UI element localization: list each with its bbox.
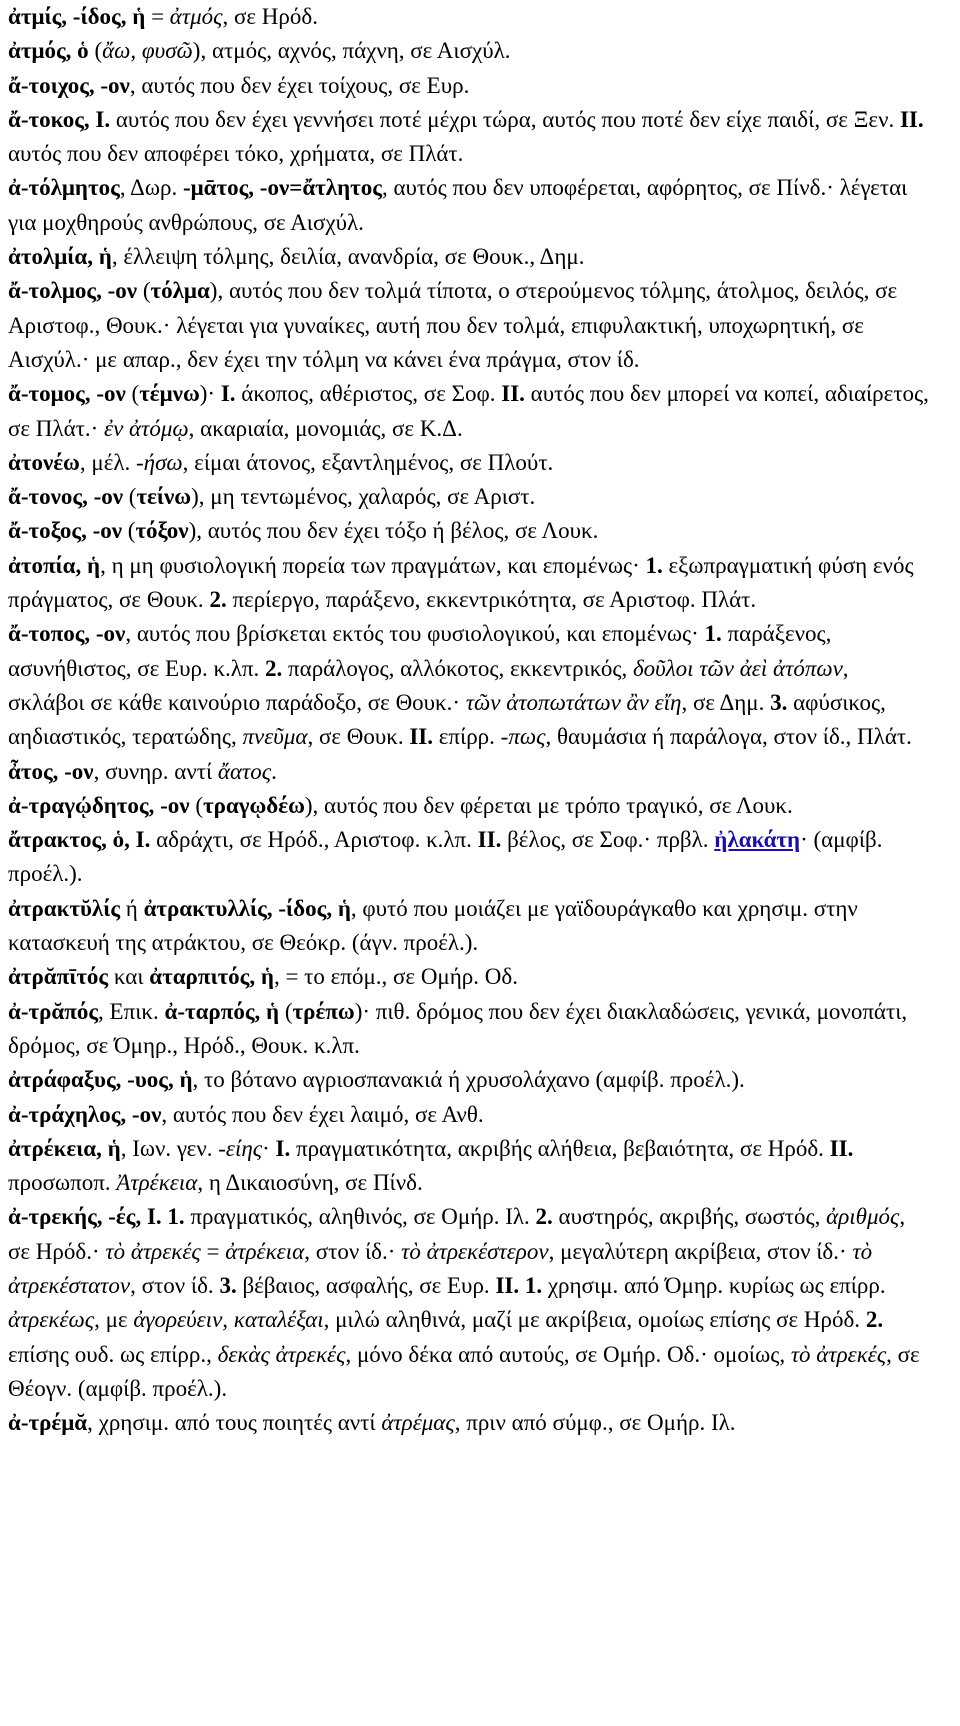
entry-text: , Δωρ. xyxy=(119,175,183,201)
entry-text: ), αυτός που δεν έχει τόξο ή βέλος, σε Λουκ. xyxy=(188,518,599,544)
headword: ἀ-τρέμᾰ xyxy=(8,1410,88,1436)
bold-text: II. xyxy=(829,1135,854,1161)
bold-text: τόξον xyxy=(135,518,189,544)
entry-text: εξωπραγματική φύση ενός πράγματος, σε Θουκ. xyxy=(8,552,914,613)
entry-text: · (αμφίβ. προέλ.). xyxy=(8,827,883,887)
bold-text: II. xyxy=(477,827,502,853)
entry-text: άκοπος, αθέριστος, σε Σοφ. xyxy=(235,381,502,407)
entry-text: ), μη τεντωμένος, χαλαρός, σε Αριστ. xyxy=(191,484,536,510)
entry-text: και xyxy=(108,964,150,990)
entry-text: προσωποπ. xyxy=(8,1170,117,1196)
headword: ἀ-τρᾰπός xyxy=(8,998,99,1024)
headword: ἀτολμία, ἡ xyxy=(8,244,112,270)
dictionary-entry-atopos xyxy=(8,617,930,754)
dictionary-entry-atrekeia xyxy=(8,1132,930,1201)
entry-text: ), αυτός που δεν φέρεται με τρόπο τραγικό, σε Λουκ. xyxy=(304,792,793,818)
headword: ἀτονέω xyxy=(8,449,80,475)
entry-text: ( xyxy=(125,381,140,407)
dictionary-entry-atmis xyxy=(8,0,930,34)
entry-text: ), αυτός που δεν τολμά τίποτα, ο στερούμενος τόλμης, άτολμος, δειλός, σε Αριστοφ., Θουκ.· λέγεται για γυναίκες, αυτή που δεν τολμά, επιφυλακτική, υποχωρητική, σε Αισχύλ.· με απαρ., δεν έχει την τόλμη να κάνει ένα πράγμα, στον ίδ. xyxy=(8,278,898,372)
dictionary-entry-atragodetos xyxy=(8,789,930,823)
headword: ἀτοπία, ἡ xyxy=(8,552,101,578)
entry-text: αυτός που δεν μπορεί να κοπεί, αδιαίρετος, σε Πλάτ.· xyxy=(8,381,929,441)
entry-text: , Επικ. xyxy=(98,998,165,1024)
dictionary-entry-atos xyxy=(8,755,930,789)
entry-text: ( xyxy=(137,278,151,304)
entry-text: παράξενος, ασυνήθιστος, σε Ευρ. κ.λπ. xyxy=(8,621,832,681)
dictionary-entry-atrachelos xyxy=(8,1098,930,1132)
italic-text: -πως xyxy=(500,724,546,750)
bold-text: τρέπω xyxy=(292,998,355,1024)
italic-text: ἀτρέκεια xyxy=(225,1238,305,1264)
entry-text: , σε Δημ. xyxy=(681,689,771,715)
entry-text: ( xyxy=(123,484,137,510)
headword: ἄ-τοιχος, -ον xyxy=(8,72,130,98)
entry-text: , θαυμάσια ή παράλογα, στον ίδ., Πλάτ. xyxy=(545,724,912,750)
bold-text: ἀ-ταρπός, ἡ xyxy=(164,998,280,1024)
dictionary-entry-atrema xyxy=(8,1406,930,1440)
entry-text: , μέλ. xyxy=(79,449,137,475)
entry-text: πραγματικότητα, ακριβής αλήθεια, βεβαιότητα, σε Ηρόδ. xyxy=(290,1135,830,1161)
italic-text: πνεῦμα xyxy=(242,724,308,750)
dictionary-entry-atoxos xyxy=(8,514,930,548)
entry-text: , μιλώ αληθινά, μαζί με ακρίβεια, ομοίως επίσης σε Ηρόδ. xyxy=(323,1307,866,1333)
italic-text: τῶν ἀτοπωτάτων ἂν εἴη xyxy=(465,689,682,715)
italic-text: δοῦλοι τῶν ἀεὶ ἀτόπων xyxy=(632,655,843,681)
dictionary-entry-atmos xyxy=(8,34,930,68)
entry-text: , η μη φυσιολογική πορεία των πραγμάτων, και επομένως· xyxy=(100,552,646,578)
bold-text: ἀτρακτυλλίς, -ίδος, ἡ xyxy=(143,895,351,921)
dictionary-entry-atokos xyxy=(8,103,930,172)
bold-text: τόλμα xyxy=(150,278,210,304)
dictionary-entry-atraktylis xyxy=(8,892,930,961)
bold-text: I. xyxy=(275,1135,291,1161)
headword: ἄ-τομος, -ον xyxy=(8,381,126,407)
headword: ἀ-τραγῴδητος, -ον xyxy=(8,792,190,818)
bold-text: 3. xyxy=(770,689,788,715)
entry-text: , συνηρ. αντί xyxy=(93,758,218,784)
bold-text: 2. xyxy=(209,587,227,613)
headword: ἀ-τράχηλος, -ον xyxy=(8,1101,162,1127)
italic-text: ἄατος xyxy=(217,758,272,784)
headword: ἄ-τοκος, I. xyxy=(8,106,111,132)
bold-text: 2. xyxy=(535,1204,553,1230)
headword: ἆτος, -ον xyxy=(8,758,94,784)
entry-text: ( xyxy=(122,518,136,544)
entry-text: αφύσικος, αηδιαστικός, τερατώδης, xyxy=(8,689,886,750)
entry-text: , μόνο δέκα από αυτούς, σε Ομήρ. Οδ.· ομοίως, xyxy=(345,1341,791,1367)
italic-text: τὸ ἀτρεκές xyxy=(790,1341,887,1367)
entry-text: , με xyxy=(94,1307,134,1333)
dictionary-entry-atraktos xyxy=(8,823,930,892)
italic-text: δεκὰς ἀτρεκές xyxy=(217,1341,346,1367)
headword: ἄτρακτος, ὁ, I. xyxy=(8,827,151,853)
entry-text: , φυτό που μοιάζει με γαϊδουράγκαθο και χρησιμ. στην κατασκευή της ατράκτου, σε Θεόκρ. (άγν. προέλ.). xyxy=(8,895,858,956)
headword: ἄ-τοπος, -ον xyxy=(8,621,126,647)
entry-text: πραγματικός, αληθινός, σε Ομήρ. Ιλ. xyxy=(184,1204,536,1230)
dictionary-entry-atolmia xyxy=(8,240,930,274)
entry-text: , αυτός που δεν έχει λαιμό, σε Ανθ. xyxy=(161,1101,484,1127)
entry-text: = xyxy=(145,4,170,29)
bold-text: II. xyxy=(501,381,525,407)
entry-text: αδράχτι, σε Ηρόδ., Αριστοφ. κ.λπ. xyxy=(150,827,478,853)
bold-text: II. xyxy=(899,106,924,132)
headword: ἄ-τοξος, -ον xyxy=(8,518,123,544)
entry-text: , σε Ηρόδ. xyxy=(222,4,318,29)
entry-text: , αυτός που δεν υποφέρεται, αφόρητος, σε Πίνδ.· λέγεται για μοχθηρούς ανθρώπους, σε Αισχύλ. xyxy=(8,175,908,235)
bold-text: ἀταρπιτός, ἡ xyxy=(149,964,274,990)
entry-text: , σε Θουκ. xyxy=(307,724,410,750)
entry-text: , στον ίδ. xyxy=(130,1272,220,1298)
dictionary-entry-atraphaxys xyxy=(8,1063,930,1097)
entry-text: αυστηρός, ακριβής, σωστός, xyxy=(552,1204,827,1230)
italic-text: Ἀτρέκεια xyxy=(116,1170,198,1196)
entry-text: ( xyxy=(88,38,103,64)
entry-text: χρησιμ. από Όμηρ. κυρίως ως επίρρ. xyxy=(542,1272,886,1298)
entry-text: ή xyxy=(120,895,144,921)
headword: ἀτρᾰπῑτός xyxy=(8,964,109,990)
italic-text: ἀτμός xyxy=(169,4,223,29)
entry-text: = xyxy=(200,1238,226,1264)
bold-text: I. xyxy=(220,381,236,407)
entry-text: , χρησιμ. από τους ποιητές αντί xyxy=(87,1410,382,1436)
headword: ἀτμίς, -ίδος, ἡ xyxy=(8,4,146,29)
entry-text: · xyxy=(262,1135,276,1161)
dictionary-entry-atopia xyxy=(8,549,930,618)
entry-text: , μεγαλύτερη ακρίβεια, στον ίδ.· xyxy=(548,1238,853,1264)
bold-text: 1. xyxy=(645,552,663,578)
headword: ἀ-τρεκής, -ές, I. 1. xyxy=(8,1204,185,1230)
entry-text: , αυτός που δεν έχει τοίχους, σε Ευρ. xyxy=(129,72,470,98)
entry-text: ), ατμός, αχνός, πάχνη, σε Αισχύλ. xyxy=(192,38,511,64)
bold-text: -μᾱτος, -ον=ἄτλητος xyxy=(182,175,382,201)
entry-text: , ακαριαία, μονομιάς, σε Κ.Δ. xyxy=(188,415,463,441)
bold-text: 2. xyxy=(865,1307,884,1333)
entry-text: , η Δικαιοσύνη, σε Πίνδ. xyxy=(197,1170,423,1196)
dictionary-entry-atonos xyxy=(8,480,930,514)
bold-text: τραγῳδέω xyxy=(202,792,305,818)
entry-text: , στον ίδ.· xyxy=(304,1238,402,1264)
entry-text: επίρρ. xyxy=(433,724,501,750)
entry-text: , σε Ηρόδ.· xyxy=(8,1204,906,1264)
italic-text: ἀριθμός xyxy=(826,1204,900,1230)
entry-text: αυτός που δεν έχει γεννήσει ποτέ μέχρι τώρα, αυτός που ποτέ δεν είχε παιδί, σε Ξεν. xyxy=(110,106,900,132)
entry-text: , το βότανο αγριοσπανακιά ή χρυσολάχανο (αμφίβ. προέλ.). xyxy=(192,1067,745,1093)
headword: ἀτράφαξυς, -υος, ἡ xyxy=(8,1067,193,1093)
entry-text: επίσης ουδ. ως επίρρ., xyxy=(8,1341,218,1367)
headword: ἀτμός, ὁ xyxy=(8,38,89,64)
italic-text: τὸ ἀτρεκέστατον xyxy=(8,1238,873,1298)
entry-text: , = το επόμ., σε Ομήρ. Οδ. xyxy=(273,964,518,990)
entry-text: ( xyxy=(189,792,203,818)
headword: ἄ-τονος, -ον xyxy=(8,484,124,510)
italic-text: -ήσω xyxy=(136,449,183,475)
bold-text: II. 1. xyxy=(495,1272,543,1298)
entry-text: , Ιων. γεν. xyxy=(120,1135,219,1161)
bold-text: τέμνω xyxy=(139,381,200,407)
entry-text: ( xyxy=(279,998,293,1024)
entry-text: , πριν από σύμφ., σε Ομήρ. Ιλ. xyxy=(454,1410,736,1436)
italic-text: ἀτρέμας xyxy=(381,1410,455,1436)
cross-reference-link[interactable]: ἠλακάτη xyxy=(714,827,801,853)
entry-text: , έλλειψη τόλμης, δειλία, ανανδρία, σε Θουκ., Δημ. xyxy=(111,244,585,270)
entry-text: παράλογος, αλλόκοτος, εκκεντρικός, xyxy=(282,655,633,681)
dictionary-entry-atrapos xyxy=(8,995,930,1064)
bold-text: 3. xyxy=(219,1272,237,1298)
headword: ἀ-τόλμητος xyxy=(8,175,120,201)
headword: ἄ-τολμος, -ον xyxy=(8,278,138,304)
bold-text: II. xyxy=(409,724,433,750)
entry-text: , σκλάβοι σε κάθε καινούριο παράδοξο, σε Θουκ.· xyxy=(8,655,849,715)
entry-text: βέλος, σε Σοφ.· πρβλ. xyxy=(501,827,715,853)
italic-text: ἐν ἀτόμῳ xyxy=(104,415,189,441)
entry-text: , είμαι άτονος, εξαντλημένος, σε Πλούτ. xyxy=(182,449,554,475)
dictionary-entry-atoichos xyxy=(8,69,930,103)
italic-text: ἀτρεκέως xyxy=(8,1307,95,1333)
entry-text: βέβαιος, ασφαλής, σε Ευρ. xyxy=(236,1272,496,1298)
dictionary-entry-atoneo xyxy=(8,446,930,480)
dictionary-entry-atolmos xyxy=(8,274,930,377)
entry-text: . xyxy=(271,758,277,784)
dictionary-entry-atrapitos xyxy=(8,960,930,994)
dictionary-entry-atolmetos xyxy=(8,171,930,240)
italic-text: -είης xyxy=(218,1135,263,1161)
bold-text: 2. xyxy=(265,655,283,681)
headword: ἀτρέκεια, ἡ xyxy=(8,1135,121,1161)
entry-text: , σε Θέογν. (αμφίβ. προέλ.). xyxy=(8,1341,920,1401)
italic-text: τὸ ἀτρεκέστερον xyxy=(401,1238,549,1264)
italic-text: ἀγορεύειν, καταλέξαι xyxy=(133,1307,324,1333)
entry-text: αυτός που δεν αποφέρει τόκο, χρήματα, σε Πλάτ. xyxy=(8,141,464,167)
italic-text: τὸ ἀτρεκές xyxy=(105,1238,201,1264)
entry-text: , αυτός που βρίσκεται εκτός του φυσιολογικού, και επομένως· xyxy=(125,621,705,647)
italic-text: ἄω, φυσῶ xyxy=(102,38,193,64)
entry-text: )· xyxy=(199,381,221,407)
entry-text: περίεργο, παράξενο, εκκεντρικότητα, σε Αριστοφ. Πλάτ. xyxy=(226,587,757,613)
headword: ἀτρακτῠλίς xyxy=(8,895,121,921)
bold-text: τείνω xyxy=(136,484,192,510)
dictionary-entry-atrekes xyxy=(8,1200,930,1406)
bold-text: 1. xyxy=(704,621,722,647)
dictionary-entry-atomos xyxy=(8,377,930,446)
entry-text: )· πιθ. δρόμος που δεν έχει διακλαδώσεις, γενικά, μονοπάτι, δρόμος, σε Όμηρ., Ηρόδ., Θουκ. κ.λπ. xyxy=(8,998,908,1058)
